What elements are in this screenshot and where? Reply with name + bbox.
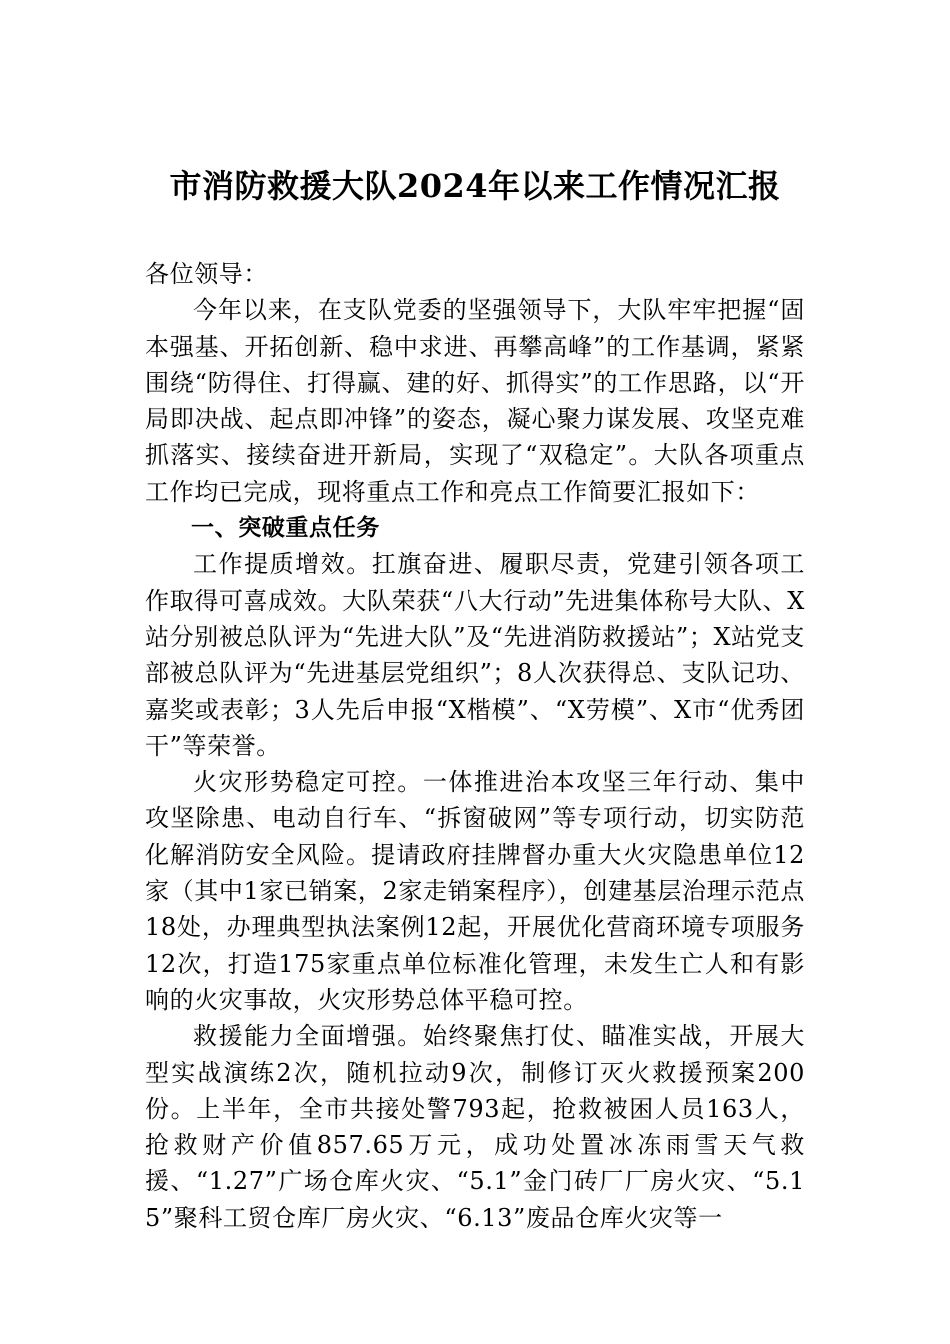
section-heading: 一、突破重点任务 [191,515,380,542]
intro-paragraph: 今年以来，在支队党委的坚强领导下，大队牢牢把握“固本强基、开拓创新、稳中求进、再攀高峰”的工作基调，紧紧围绕“防得住、打得赢、建的好、抓得实”的工作思路，以“开局即决战、起点即冲锋”的姿态，凝心聚力谋发展、攻坚克难抓落实、接续奋进开新局，实现了“双稳定”。大队各项重点工作均已完成，现将重点工作和亮点工作简要汇报如下： [145,296,805,506]
salutation: 各位领导： [145,260,268,288]
paragraph-work-quality: 工作提质增效。扛旗奋进、履职尽责，党建引领各项工作取得可喜成效。大队荣获“八大行动”先进集体称号大队、X站分别被总队评为“先进大队”及“先进消防救援站”；X站党支部被总队评为“先进基层党组织”；8人次获得总、支队记功、嘉奖或表彰；3人先后申报“X楷模”、“X劳模”、X市“优秀团干”等荣誉。 [145,550,805,760]
document-body [145,256,805,1236]
paragraph-fire-situation: 火灾形势稳定可控。一体推进治本攻坚三年行动、集中攻坚除患、电动自行车、“拆窗破网”等专项行动，切实防范化解消防安全风险。提请政府挂牌督办重大火灾隐患单位12家（其中1家已销案，2家走销案程序），创建基层治理示范点18处，办理典型执法案例12起，开展优化营商环境专项服务12次，打造175家重点单位标准化管理，未发生亡人和有影响的火灾事故，火灾形势总体平稳可控。 [145,768,805,1014]
paragraph-rescue-capability: 救援能力全面增强。始终聚焦打仗、瞄准实战，开展大型实战演练2次，随机拉动9次，制修订灭火救援预案200份。上半年，全市共接处警793起，抢救被困人员163人，抢救财产价值857.65万元，成功处置冰冻雨雪天气救援、“1.27”广场仓库火灾、“5.1”金门砖厂厂房火灾、“5.15”聚科工贸仓库厂房火灾、“6.13”废品仓库火灾等一 [145,1022,805,1232]
document-title: 市消防救援大队2024年以来工作情况汇报 [169,167,781,205]
